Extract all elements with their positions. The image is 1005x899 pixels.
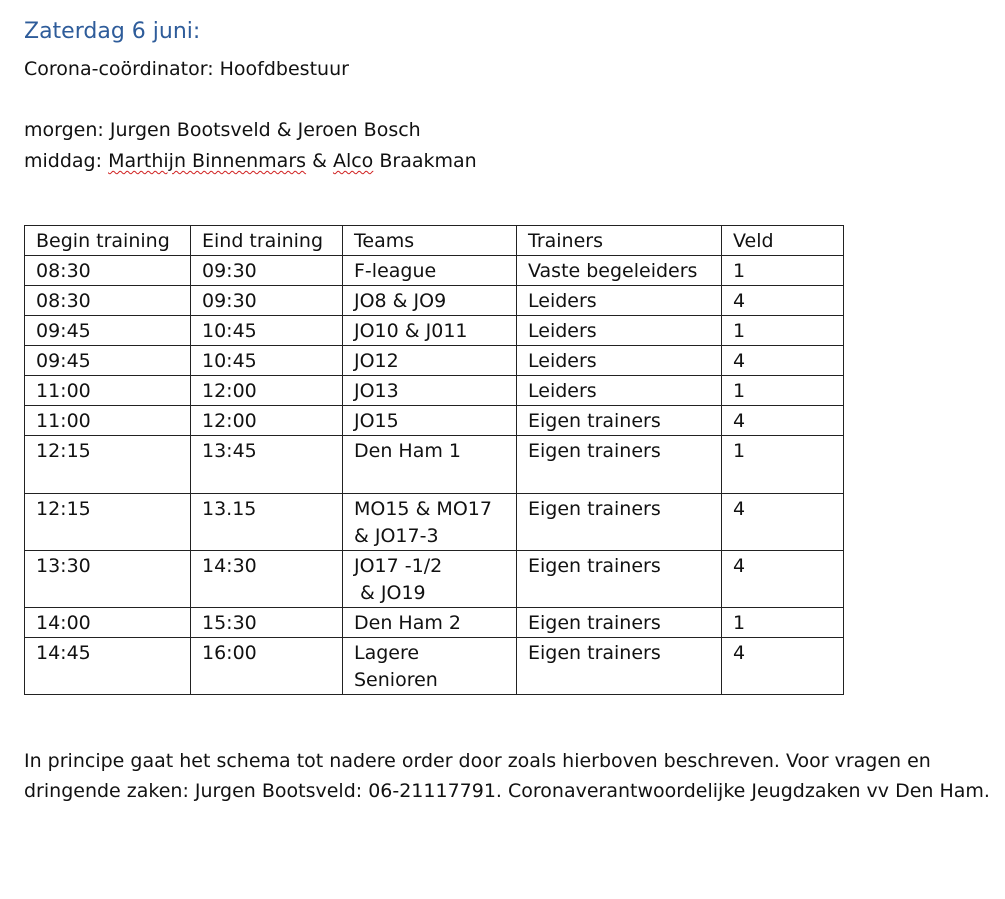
table-cell-begin: 12:15 — [25, 436, 191, 494]
table-cell-veld: 1 — [722, 316, 844, 346]
table-cell-teams: JO17 -1/2 & JO19 — [343, 551, 517, 608]
header-cell-veld: Veld — [722, 226, 844, 256]
table-cell-teams: JO15 — [343, 406, 517, 436]
table-cell-trainers: Eigen trainers — [517, 638, 722, 695]
table-cell-teams: JO13 — [343, 376, 517, 406]
training-schedule-table — [24, 225, 844, 695]
table-cell-veld: 4 — [722, 551, 844, 608]
table-cell-trainers: Eigen trainers — [517, 494, 722, 551]
header-cell-begin: Begin training — [25, 226, 191, 256]
footer-line-2: dringende zaken: Jurgen Bootsveld: 06-21117791. Coronaverantwoordelijke Jeugdzaken vv Den Ham. — [24, 780, 990, 802]
table-cell-eind: 14:30 — [191, 551, 343, 608]
table-row — [25, 376, 844, 406]
table-cell-eind: 13.15 — [191, 494, 343, 551]
table-cell-eind: 13:45 — [191, 436, 343, 494]
table-cell-trainers: Leiders — [517, 346, 722, 376]
table-cell-trainers: Eigen trainers — [517, 436, 722, 494]
table-cell-eind: 12:00 — [191, 376, 343, 406]
table-cell-veld: 4 — [722, 638, 844, 695]
afternoon-prefix: middag: — [24, 150, 109, 172]
table-cell-veld: 4 — [722, 346, 844, 376]
table-cell-begin: 08:30 — [25, 256, 191, 286]
table-cell-teams: JO8 & JO9 — [343, 286, 517, 316]
table-cell-eind: 09:30 — [191, 256, 343, 286]
header-cell-trainers: Trainers — [517, 226, 722, 256]
afternoon-line — [24, 150, 477, 172]
table-cell-trainers: Leiders — [517, 376, 722, 406]
table-cell-begin: 14:45 — [25, 638, 191, 695]
table-row — [25, 286, 844, 316]
table-cell-begin: 14:00 — [25, 608, 191, 638]
table-cell-teams: JO12 — [343, 346, 517, 376]
table-row — [25, 256, 844, 286]
morning-line: morgen: Jurgen Bootsveld & Jeroen Bosch — [24, 119, 421, 141]
table-cell-begin: 11:00 — [25, 406, 191, 436]
schedule-body — [25, 226, 844, 695]
table-cell-begin: 08:30 — [25, 286, 191, 316]
table-row — [25, 551, 844, 608]
table-row — [25, 608, 844, 638]
table-cell-teams: JO10 & J011 — [343, 316, 517, 346]
table-row — [25, 406, 844, 436]
afternoon-name-2-first: Alco — [332, 150, 374, 172]
table-cell-eind: 10:45 — [191, 346, 343, 376]
table-header-row — [25, 226, 844, 256]
table-row — [25, 316, 844, 346]
table-cell-trainers: Leiders — [517, 316, 722, 346]
table-cell-teams: Lagere Senioren — [343, 638, 517, 695]
afternoon-separator: & — [306, 150, 333, 172]
coordinator-line: Corona-coördinator: Hoofdbestuur — [24, 58, 349, 80]
table-cell-eind: 09:30 — [191, 286, 343, 316]
header-cell-eind: Eind training — [191, 226, 343, 256]
table-cell-trainers: Eigen trainers — [517, 608, 722, 638]
table-row — [25, 638, 844, 695]
table-cell-veld: 1 — [722, 608, 844, 638]
afternoon-name-2-last: Braakman — [373, 150, 477, 172]
table-cell-veld: 1 — [722, 376, 844, 406]
table-cell-begin: 13:30 — [25, 551, 191, 608]
table-cell-veld: 1 — [722, 256, 844, 286]
table-cell-begin: 09:45 — [25, 316, 191, 346]
table-row — [25, 436, 844, 494]
table-cell-teams: MO15 & MO17 & JO17-3 — [343, 494, 517, 551]
table-cell-eind: 15:30 — [191, 608, 343, 638]
table-cell-teams: Den Ham 1 — [343, 436, 517, 494]
table-cell-begin: 11:00 — [25, 376, 191, 406]
table-cell-teams: F-league — [343, 256, 517, 286]
table-row — [25, 346, 844, 376]
table-cell-trainers: Vaste begeleiders — [517, 256, 722, 286]
table-cell-trainers: Eigen trainers — [517, 551, 722, 608]
table-cell-begin: 12:15 — [25, 494, 191, 551]
table-cell-veld: 1 — [722, 436, 844, 494]
table-cell-teams: Den Ham 2 — [343, 608, 517, 638]
header-cell-teams: Teams — [343, 226, 517, 256]
table-cell-veld: 4 — [722, 494, 844, 551]
table-cell-veld: 4 — [722, 286, 844, 316]
table-cell-eind: 12:00 — [191, 406, 343, 436]
table-cell-trainers: Leiders — [517, 286, 722, 316]
page-title: Zaterdag 6 juni: — [24, 19, 201, 44]
table-cell-begin: 09:45 — [25, 346, 191, 376]
table-cell-eind: 16:00 — [191, 638, 343, 695]
table-cell-veld: 4 — [722, 406, 844, 436]
footer-note — [24, 746, 1004, 806]
afternoon-name-1: Marthijn Binnenmars — [108, 150, 307, 172]
table-row — [25, 494, 844, 551]
footer-line-1: In principe gaat het schema tot nadere order door zoals hierboven beschreven. Voor vragen en — [24, 750, 931, 772]
table-cell-eind: 10:45 — [191, 316, 343, 346]
table-cell-trainers: Eigen trainers — [517, 406, 722, 436]
